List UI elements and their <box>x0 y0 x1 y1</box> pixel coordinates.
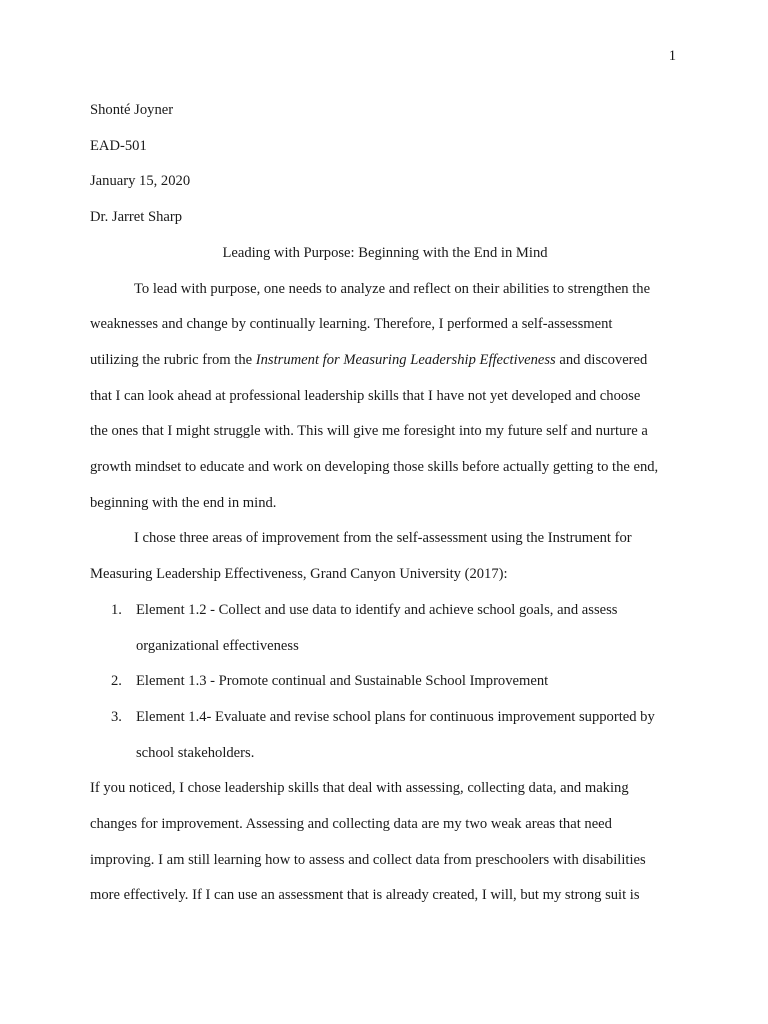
paragraph-line: that I can look ahead at professional leadership skills that I have not yet developed and choose <box>90 387 641 404</box>
page-number: 1 <box>668 48 676 64</box>
instructor-name: Dr. Jarret Sharp <box>90 209 182 226</box>
improvement-list <box>90 593 680 772</box>
list-item-line: Element 1.2 - Collect and use data to identify and achieve school goals, and assess <box>136 601 618 618</box>
list-item <box>90 593 680 664</box>
document-body <box>90 93 680 914</box>
paragraph-intro <box>90 272 680 522</box>
paragraph-areas <box>90 521 680 592</box>
list-item-line: school stakeholders. <box>136 744 255 761</box>
paragraph-line: weaknesses and change by continually learning. Therefore, I performed a self-assessment <box>90 316 613 333</box>
paragraph-line: If you noticed, I chose leadership skills that deal with assessing, collecting data, and making <box>90 780 629 797</box>
paragraph-text: and discovered <box>555 351 648 368</box>
paragraph-line: more effectively. If I can use an assessment that is already created, I will, but my strong suit is <box>90 887 640 904</box>
list-item-number: 2. <box>111 673 122 690</box>
paragraph-line: changes for improvement. Assessing and collecting data are my two weak areas that need <box>90 816 612 833</box>
paragraph-line: growth mindset to educate and work on developing those skills before actually getting to the end, <box>90 459 659 476</box>
paragraph-line: To lead with purpose, one needs to analyze and reflect on their abilities to strengthen the <box>134 280 651 297</box>
instrument-title-italic: Instrument for Measuring Leadership Effectiveness <box>255 351 556 368</box>
author-name: Shonté Joyner <box>90 102 174 118</box>
paragraph-reflection <box>90 771 680 914</box>
list-item-number: 1. <box>111 601 122 618</box>
paragraph-line: the ones that I might struggle with. This will give me foresight into my future self and nurture a <box>90 423 648 440</box>
list-item-number: 3. <box>111 708 122 725</box>
paragraph-line: Measuring Leadership Effectiveness, Grand Canyon University (2017): <box>90 566 508 583</box>
course-code: EAD-501 <box>90 137 147 154</box>
list-item <box>90 700 680 771</box>
paragraph-line: beginning with the end in mind. <box>90 494 277 511</box>
list-item-line: Element 1.3 - Promote continual and Sustainable School Improvement <box>136 673 549 690</box>
list-item-line: Element 1.4- Evaluate and revise school plans for continuous improvement supported by <box>136 708 655 725</box>
paragraph-line: I chose three areas of improvement from the self-assessment using the Instrument for <box>134 530 632 547</box>
list-item-line: organizational effectiveness <box>136 637 299 654</box>
document-title: Leading with Purpose: Beginning with the End in Mind <box>222 244 548 261</box>
paragraph-text: utilizing the rubric from the <box>90 351 256 368</box>
paragraph-line: improving. I am still learning how to assess and collect data from preschoolers with disabilities <box>90 851 646 868</box>
paragraph-line <box>90 343 680 379</box>
document-date: January 15, 2020 <box>90 173 191 190</box>
list-item <box>90 664 680 700</box>
